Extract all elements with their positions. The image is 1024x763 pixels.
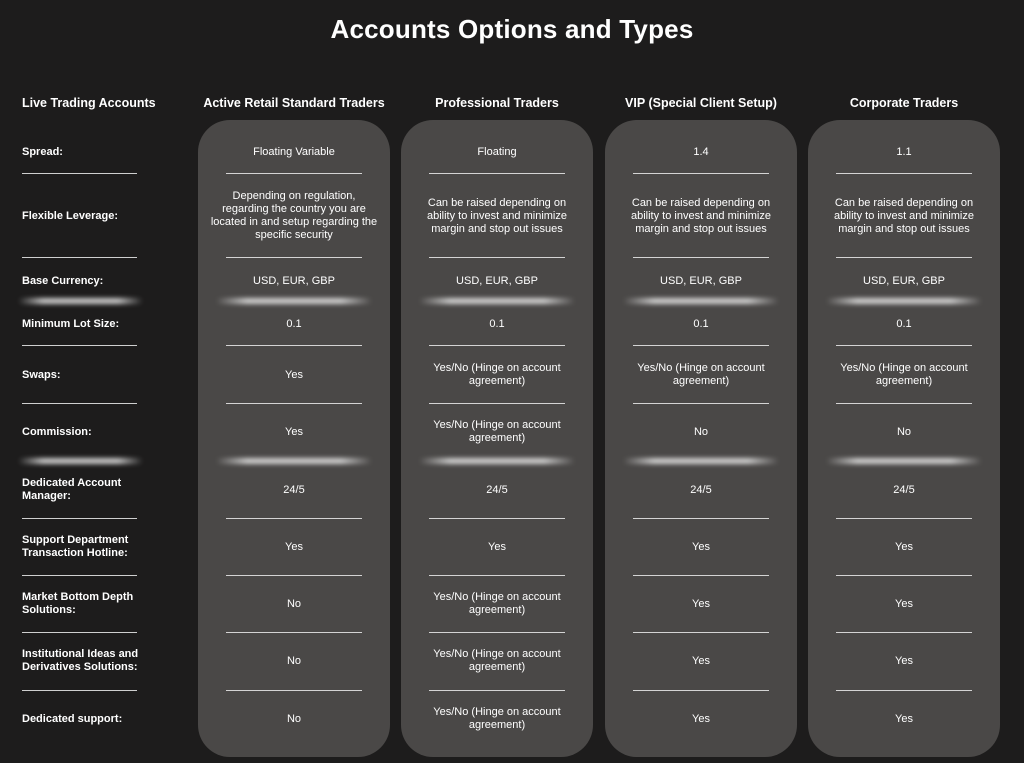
plan-cell: Yes — [895, 712, 913, 725]
plan-cell: Yes — [285, 368, 303, 381]
plan-cell: 24/5 — [486, 483, 508, 496]
row-label: Spread: — [22, 145, 63, 158]
row-divider — [22, 690, 137, 691]
cell-divider — [623, 298, 779, 304]
cell-divider — [429, 575, 565, 576]
plan-cell: 1.1 — [896, 145, 912, 158]
plan-cell: Can be raised depending on ability to invest and minimize margin and stop out issues — [630, 196, 771, 235]
cell-divider — [226, 518, 362, 519]
plan-cell: Yes — [692, 597, 710, 610]
plan-cell: Yes — [895, 540, 913, 553]
row-divider — [22, 575, 137, 576]
plan-cell: 24/5 — [690, 483, 712, 496]
plan-cell: Yes/No (Hinge on account agreement) — [433, 591, 561, 616]
row-label: Flexible Leverage: — [22, 209, 118, 222]
plan-cell: USD, EUR, GBP — [863, 274, 945, 287]
plan-cell: Floating — [477, 145, 517, 158]
plan-cell: No — [693, 425, 709, 438]
cell-divider — [429, 257, 565, 258]
row-label: Minimum Lot Size: — [22, 317, 120, 330]
row-label: Base Currency: — [22, 274, 104, 287]
cell-divider — [836, 345, 972, 346]
cell-divider — [633, 575, 769, 576]
row-label: Market Bottom Depth Solutions: — [22, 591, 134, 616]
cell-divider — [836, 173, 972, 174]
cell-divider — [419, 458, 575, 464]
cell-divider — [633, 173, 769, 174]
plan-cell: Yes — [285, 540, 303, 553]
row-label: Dedicated support: — [22, 712, 123, 725]
plan-cell: 1.4 — [693, 145, 709, 158]
cell-divider — [419, 298, 575, 304]
cell-divider — [226, 632, 362, 633]
plan-cell: USD, EUR, GBP — [456, 274, 538, 287]
plan-cell: Yes — [692, 654, 710, 667]
row-divider — [22, 257, 137, 258]
plan-cell: Yes — [692, 540, 710, 553]
cell-divider — [216, 298, 372, 304]
plan-cell: Depending on regulation, regarding the country you are located in and setup regarding the specific security — [210, 190, 378, 241]
label-column-header: Live Trading Accounts — [22, 96, 156, 110]
cell-divider — [226, 257, 362, 258]
plan-cell: Can be raised depending on ability to invest and minimize margin and stop out issues — [426, 196, 567, 235]
plan-cell: Can be raised depending on ability to invest and minimize margin and stop out issues — [833, 196, 974, 235]
cell-divider — [836, 518, 972, 519]
plan-cell: 24/5 — [893, 483, 915, 496]
plan-cell: Yes/No (Hinge on account agreement) — [637, 362, 765, 387]
plan-cell: USD, EUR, GBP — [253, 274, 335, 287]
cell-divider — [429, 403, 565, 404]
plan-cell: Yes/No (Hinge on account agreement) — [840, 362, 968, 387]
cell-divider — [836, 403, 972, 404]
plan-cell: 0.1 — [693, 317, 709, 330]
cell-divider — [623, 458, 779, 464]
row-divider — [22, 518, 137, 519]
cell-divider — [633, 257, 769, 258]
plan-cell: Floating Variable — [253, 145, 335, 158]
plan-cell: Yes — [895, 654, 913, 667]
plan-header: Active Retail Standard Traders — [203, 96, 385, 110]
cell-divider — [836, 575, 972, 576]
plan-cell: No — [286, 654, 302, 667]
cell-divider — [836, 690, 972, 691]
cell-divider — [226, 575, 362, 576]
row-divider — [22, 173, 137, 174]
cell-divider — [429, 518, 565, 519]
plan-cell: 0.1 — [896, 317, 912, 330]
plan-cell: Yes — [895, 597, 913, 610]
plan-cell: Yes/No (Hinge on account agreement) — [433, 419, 561, 444]
cell-divider — [216, 458, 372, 464]
plan-cell: Yes/No (Hinge on account agreement) — [433, 362, 561, 387]
plan-header: Professional Traders — [435, 96, 559, 110]
cell-divider — [429, 345, 565, 346]
plan-cell: No — [896, 425, 912, 438]
cell-divider — [836, 257, 972, 258]
plan-cell: Yes/No (Hinge on account agreement) — [433, 706, 561, 731]
plan-cell: No — [286, 712, 302, 725]
cell-divider — [226, 690, 362, 691]
plan-cell: No — [286, 597, 302, 610]
cell-divider — [633, 690, 769, 691]
plan-cell: Yes — [488, 540, 506, 553]
row-divider — [18, 298, 143, 304]
row-label: Institutional Ideas and Derivatives Solutions: — [22, 648, 139, 673]
plan-cell: 24/5 — [283, 483, 305, 496]
plan-cell: 0.1 — [286, 317, 302, 330]
cell-divider — [633, 518, 769, 519]
cell-divider — [633, 345, 769, 346]
row-label: Commission: — [22, 425, 92, 438]
row-label: Support Department Transaction Hotline: — [22, 534, 129, 559]
row-divider — [22, 403, 137, 404]
row-divider — [22, 632, 137, 633]
cell-divider — [826, 458, 982, 464]
plan-header: VIP (Special Client Setup) — [625, 96, 777, 110]
row-divider — [18, 458, 143, 464]
cell-divider — [429, 173, 565, 174]
cell-divider — [633, 403, 769, 404]
page-title: Accounts Options and Types — [330, 14, 694, 44]
row-label: Dedicated Account Manager: — [22, 477, 122, 502]
plan-cell: Yes — [692, 712, 710, 725]
cell-divider — [429, 632, 565, 633]
row-label: Swaps: — [22, 368, 61, 381]
plan-cell: Yes/No (Hinge on account agreement) — [433, 648, 561, 673]
plan-header: Corporate Traders — [849, 96, 959, 110]
plan-cell: 0.1 — [489, 317, 505, 330]
cell-divider — [226, 173, 362, 174]
cell-divider — [429, 690, 565, 691]
row-divider — [22, 345, 137, 346]
plan-cell: USD, EUR, GBP — [660, 274, 742, 287]
plan-cell: Yes — [285, 425, 303, 438]
cell-divider — [226, 345, 362, 346]
cell-divider — [836, 632, 972, 633]
cell-divider — [226, 403, 362, 404]
cell-divider — [633, 632, 769, 633]
cell-divider — [826, 298, 982, 304]
